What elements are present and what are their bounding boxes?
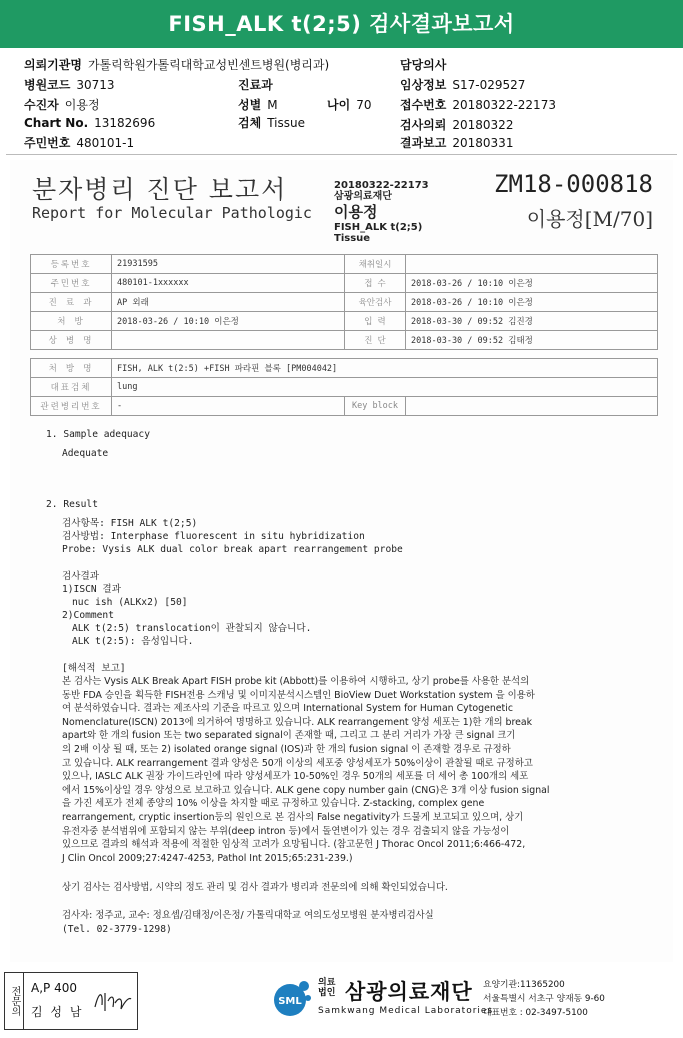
header-field: 성별 M [238, 98, 278, 112]
signature-icon [93, 987, 133, 1015]
pathologist-box [4, 972, 138, 1030]
header-field: 주민번호 480101-1 [24, 136, 135, 150]
registration-table [30, 254, 658, 350]
examiner-tel: (Tel. 02-3779-1298) [62, 923, 172, 935]
org-name-en: Samkwang Medical Laboratories [318, 1006, 494, 1016]
header-field: 임상정보 S17-029527 [400, 78, 526, 92]
header-field: 병원코드 30713 [24, 78, 115, 92]
table-row: 처 방 2018-03-26 / 10:10 이은정 입 력 2018-03-30 / 09:52 김진경 [31, 312, 658, 331]
org-name-ko: 삼광의료재단 [345, 980, 473, 1004]
table-row: 처 방 명 FISH, ALK t(2:5) +FISH 파라핀 블록 [PM004042] [31, 359, 658, 378]
header-field: Chart No. 13182696 [24, 116, 156, 130]
report-title-ko: 분자병리 진단 보고서 [32, 175, 288, 204]
pathologist-label: 전문의 [5, 973, 24, 1029]
table-row: 주민번호 480101-1xxxxxx 접 수 2018-03-26 / 10:10 이은정 [31, 274, 658, 293]
table-row: 관련병리번호 - Key block [31, 397, 658, 416]
pathologist-id: A,P 400 [31, 981, 77, 995]
interpretation: [해석적 보고] 본 검사는 Vysis ALK Break Apart FISH probe kit (Abbott)를 이용하여 시행하고, 상기 probe를 사용한 분석의 동반 FDA 승인을 획득한 FISH전용 스캐닝 및 이미지분석시스템인 BioView Duet Workstation system 을 이용하 여 분석하였습니다. 결과는 제조사의 기준을 따르고 있으며 International System for Human Cytogenetic Nomenclature(ISCN) 2013에 의거하여 명명하고 있습니다. ALK rearrangement 양성 세포는 1)한 개의 break apart와 한 개의 fusion 또는 two separated signal이 존재할 때, 그리고 그 분리 거리가 가장 큰 signal 크기 의 2배 이상 될 때, 또는 2) isolated orange signal (IOS)과 한 개의 fusion signal 이 존재할 경우로 규정하 고 있습니다. ALK rearrangement 결과 양성은 50개 이상의 세포중 양성세포가 50%이상이 관찰될 때로 규정하고 있으나, IASLC ALK 권장 가이드라인에 따라 양성세포가 10-50%인 경우 50개의 세포를 더 세어 총 100개의 세포 에서 15%이상일 경우 양성으로 보고하고 있습니다. ALK gene copy number gain (CNG)은 3개 이상 fusion signal 을 가진 세포가 전체 종양의 10% 이상을 차지할 때로 규정하고 있습니다. Z-stacking, complex gene rearrangement, cryptic insertion등의 원인으로 본 검사의 False negativity가 드물게 보고되고 있으며, 상기 유전자중 분석범위에 포함되지 않는 부위(deep intron 등)에서 돌연변이가 있는 경우 검출되지 않을 가능성이 있으므로 결과의 해석과 적용에 적절한 임상적 고려가 요망됩니다. (참고문헌 J Thorac Oncol 2011;6:466-472, J Clin Oncol 2009;27:4247-4253, Pathol Int 2015;65:231-239.) [62, 663, 550, 864]
header-field: 검체 Tissue [238, 116, 305, 130]
org-info: 요양기관:11365200 서울특별시 서초구 양재동 9-60 대표번호 : 02-3497-5100 [483, 980, 605, 1018]
examiner: 검사자: 정주교, 교수: 정요셉/김태정/이은정/ 가톨릭대학교 여의도성모병원 분자병리검사실 [62, 909, 434, 921]
report-body [30, 428, 650, 936]
table-row: 상 병 명 진 단 2018-03-30 / 09:52 김태정 [31, 331, 658, 350]
confirmation: 상기 검사는 검사방법, 시약의 정도 관리 및 검사 결과가 병리과 전문의에 의해 확인되었습니다. [62, 882, 448, 894]
sml-logo-icon [270, 978, 314, 1022]
report-title-en: Report for Molecular Pathologic [32, 204, 312, 222]
header-field: 결과보고 20180331 [400, 136, 514, 150]
header-field: 의뢰기관명 가톨릭학원가톨릭대학교성빈센트병원(병리과) [24, 58, 330, 72]
result-info: 검사항목: FISH ALK t(2;5) 검사방법: Interphase fluorescent in situ hybridization Probe: Vysis ALK dual color break apart rearrangement probe [62, 518, 403, 555]
header-field: 진료과 [238, 78, 273, 92]
patient-tag: 이용정[M/70] [526, 207, 653, 231]
header-field: 담당의사 [400, 58, 447, 72]
legal-entity: 의료 법인 [318, 978, 336, 998]
pathologist-name: 김 성 남 [31, 1005, 84, 1019]
sample-adequacy-value: Adequate [62, 448, 109, 459]
header-field: 나이 70 [327, 98, 372, 112]
header-field: 수진자 이용정 [24, 98, 100, 112]
svg-text:SML: SML [278, 996, 302, 1007]
report-id: ZM18-000818 [494, 170, 653, 198]
order-table [30, 358, 658, 416]
section-title: 1. Sample adequacy [46, 429, 150, 440]
findings: 검사결과 1)ISCN 결과 nuc ish (ALKx2) [50] 2)Comment ALK t(2:5) translocation이 관찰되지 않습니다. ALK t(2:5): 음성입니다. [62, 571, 312, 647]
specimen-label: 20180322-22173 삼광의료재단 이용정 FISH_ALK t(2;5) Tissue [334, 180, 429, 244]
table-row: 등록번호 21931595 채취일시 [31, 255, 658, 274]
table-row: 대표검체 lung [31, 378, 658, 397]
section-title: 2. Result [46, 499, 98, 510]
header-field: 검사의뢰 20180322 [400, 118, 514, 132]
report-banner-title: FISH_ALK t(2;5) 검사결과보고서 [0, 0, 683, 48]
header-field: 접수번호 20180322-22173 [400, 98, 556, 112]
divider [6, 154, 677, 155]
table-row: 진 료 과 AP 외래 육안검사 2018-03-26 / 10:10 이은정 [31, 293, 658, 312]
